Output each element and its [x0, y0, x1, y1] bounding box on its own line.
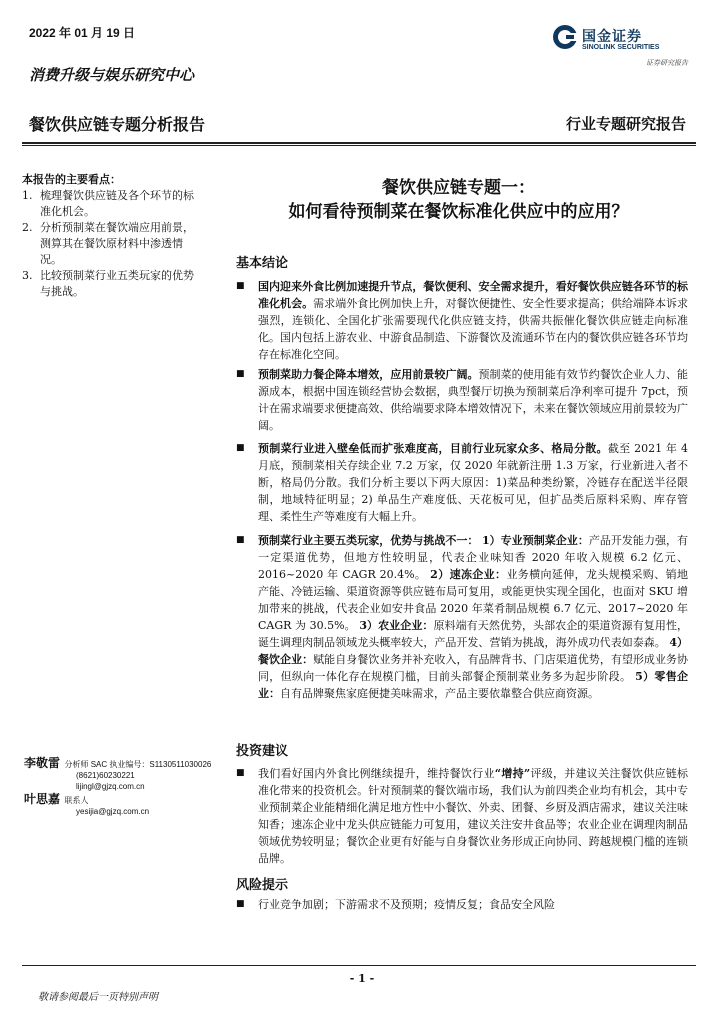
investment-text-pre: 我们看好国内外食比例继续提升，维持餐饮行业 [258, 767, 495, 780]
analyst-phone: (8621)60230221 [76, 771, 135, 780]
contact-name: 叶思嘉 [24, 792, 61, 806]
section-heading-investment: 投资建议 [236, 744, 289, 759]
bullet-body: 截至 2021 年 4 月底，预制菜相关存续企业 7.2 万家，仅 2020 年就新注册 1.3 万家，行业新进入者不断，格局仍分散。我们分析主要以下两大原因：1)菜品种类纷繁，冷链存在配送半径限制，地域特征明显；2) 单品生产难度低、天花板可见，但扩品类后原料采购、库存管理、柔性生产等难度有大幅上升。 [258, 442, 689, 523]
bullet-square-icon: ■ [236, 899, 245, 909]
bullet-risk [236, 896, 688, 913]
bullet-square-icon: ■ [236, 369, 245, 379]
sidebar-item-number: 2. [22, 221, 33, 234]
section-heading-risk: 风险提示 [236, 878, 289, 893]
disclaimer-note: 敬请参阅最后一页特别声明 [38, 992, 158, 1003]
player-desc-4: 赋能自身餐饮业务并补充收入，有品牌背书、门店渠道优势，有望形成业务协同，但纵向一体化存在规模门槛，目前头部餐企预制菜业务多为起步阶段。 [258, 653, 689, 683]
investment-rating: “增持” [494, 767, 531, 780]
sidebar-item-number: 3. [22, 269, 33, 282]
sidebar-item-text: 比较预制菜行业五类玩家的优势与挑战。 [40, 269, 194, 298]
sidebar-item-text: 梳理餐饮供应链及各个环节的标准化机会。 [40, 189, 194, 218]
player-desc-5: 自有品牌聚焦家庭便捷美味需求，产品主要依靠整合供应商资源。 [280, 687, 599, 700]
player-desc-3: 原料端有天然优势，头部农企的渠道资源有复用性，诞生调理肉制品领域龙头概率较大，产品开发、营销为挑战，海外成功代表如泰森。 [258, 619, 689, 649]
analyst-name: 李敬雷 [24, 756, 61, 770]
bullet-investment [236, 765, 688, 867]
sidebar-item [22, 188, 197, 220]
bullet-conclusion-3 [236, 440, 688, 525]
bullet-bold-lead: 国内迎来外食比例加速提升节点，餐饮便利、安全需求提升，看好餐饮供应链各环节的标准化机会。 [258, 280, 688, 310]
header-rule-thin [22, 145, 696, 146]
research-center-name: 消费升级与娱乐研究中心 [29, 66, 195, 84]
bullet-bold-lead: 预制菜行业进入壁垒低而扩张难度高，目前行业玩家众多、格局分散。 [258, 442, 608, 455]
page-number: - 1 - [349, 972, 375, 985]
sidebar-item [22, 220, 197, 268]
investment-text-post: 评级，并建议关注餐饮供应链标准化带来的投资机会。针对预制菜的餐饮端市场，我们认为前四类企业均有机会，其中专业预制菜企业能精细化满足地方性中小餐饮、外卖、团餐、乡厨及酒店需求，建议关注味知香；速冻企业中龙头供应链能力可复用，建议关注安井食品等；农业企业在调理肉制品领域优势较明显；餐饮企业更有好能与自身餐饮业务形成正向协同、跨越规模门槛的连锁品牌。 [258, 767, 689, 865]
contact-email[interactable]: yesijia@gjzq.com.cn [76, 807, 150, 816]
header-rule [22, 142, 696, 144]
player-type-2: 2）速冻企业： [430, 568, 507, 581]
risk-text: 行业竞争加剧；下游需求不及预期；疫情反复；食品安全风险 [258, 898, 555, 911]
analyst-block [24, 758, 211, 792]
footer-rule [22, 965, 696, 966]
logo-chinese-text: 国金证券 [582, 29, 642, 45]
player-type-4: 4）餐饮企业： [258, 636, 689, 666]
logo-mark-icon [552, 24, 578, 50]
sidebar-item-number: 1. [22, 189, 33, 202]
player-desc-1: 产品开发能力强，有一定渠道优势，但地方性较明显，代表企业味知香 2020 年收入规模 6.2 亿元、2016~2020 年 CAGR 20.4%。 [258, 534, 689, 581]
report-date: 2022 年 01 月 19 日 [29, 26, 136, 40]
sidebar-item-text: 分析预制菜在餐饮端应用前景，测算其在餐饮原材料中渗透情况。 [40, 221, 194, 266]
bullet-conclusion-1 [236, 278, 688, 363]
sidebar-item [22, 268, 197, 300]
player-desc-2: 业务横向延伸，龙头规模采购、销地产能、冷链运输、渠道资源等供应链布局可复用，或能更快实现全国化，也面对 SKU 增加带来的挑战，代表企业如安井食品 2020 年菜肴制品规模 6.7 亿元、2017~2020 年 CAGR 为 30.5%。 [258, 568, 689, 632]
bullet-square-icon: ■ [236, 768, 245, 778]
bullet-conclusion-4 [236, 532, 688, 702]
bullet-square-icon: ■ [236, 443, 245, 453]
bullet-square-icon: ■ [236, 281, 245, 291]
bullet-bold-lead: 预制菜行业主要五类玩家，优势与挑战不一： [258, 534, 479, 547]
report-type: 行业专题研究报告 [565, 115, 686, 133]
key-points-sidebar [22, 172, 197, 300]
main-title [236, 176, 681, 224]
main-title-line2: 如何看待预制菜在餐饮标准化供应中的应用？ [288, 202, 629, 222]
contact-role: 联系人 [64, 796, 89, 805]
bullet-body: 预制菜的使用能有效节约餐饮企业人力、能源成本，根据中国连锁经营协会数据，典型餐厅切换为预制菜后净利率可提升 7pct，预计在需求端要求便捷高效、供给端要求降本增效情况下，未来在餐饮领域应用前景较为广阔。 [258, 368, 689, 432]
bullet-bold-lead: 预制菜助力餐企降本增效，应用前景较广阔。 [258, 368, 479, 381]
section-heading-conclusions: 基本结论 [236, 256, 289, 271]
logo-tagline: 证券研究报告 [646, 59, 688, 67]
player-type-5: 5）零售企业： [258, 670, 689, 700]
logo-english-text: SINOLINK SECURITIES [582, 44, 660, 51]
analyst-role: 分析师 SAC 执业编号：S1130511030026 [64, 760, 212, 769]
bullet-conclusion-2 [236, 366, 688, 434]
analyst-email[interactable]: lijingl@gjzq.com.cn [76, 782, 145, 791]
sidebar-heading: 本报告的主要看点： [22, 173, 121, 186]
bullet-body: 需求端外食比例加快上升，对餐饮便捷性、安全性要求提高；供给端降本诉求强烈，连锁化、全国化扩张需要现代化供应链支持，供需共振催化餐饮供应链走向标准化。国内包括上游农业、中游食品制造、下游餐饮及流通环节在内的餐饮供应链各环节均存在标准化空间。 [258, 297, 689, 361]
player-type-3: 3）农业企业： [359, 619, 434, 632]
player-type-1: 1）专业预制菜企业： [481, 534, 589, 547]
contact-block [24, 794, 149, 817]
report-title: 餐饮供应链专题分析报告 [29, 115, 206, 134]
main-title-line1: 餐饮供应链专题一： [382, 178, 535, 198]
bullet-square-icon: ■ [236, 535, 245, 545]
